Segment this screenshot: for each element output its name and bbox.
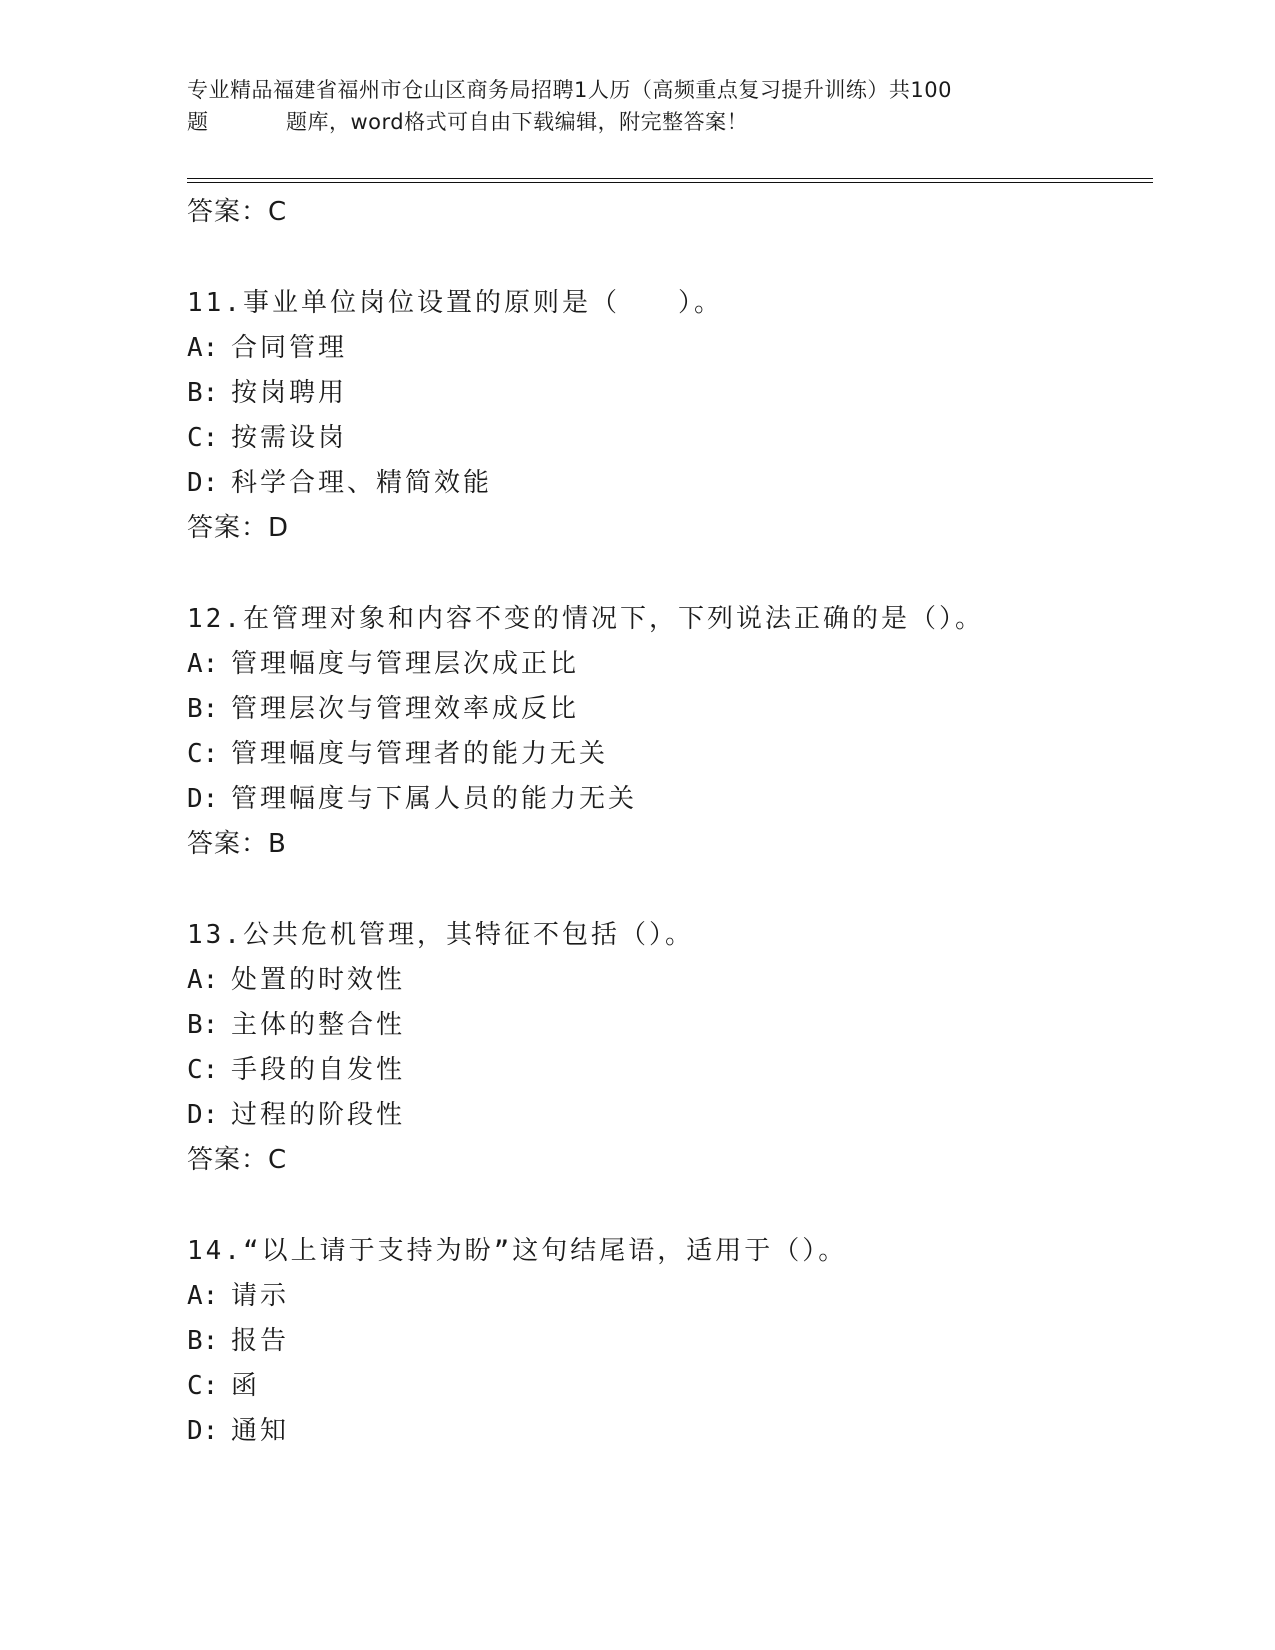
option-b <box>187 1319 1153 1364</box>
answer-value: B <box>268 829 287 859</box>
option-d <box>187 1409 1153 1454</box>
option-a <box>187 958 1153 1003</box>
option-b <box>187 1003 1153 1048</box>
option-b <box>187 371 1153 416</box>
option-text: 科学合理、精简效能 <box>231 468 493 498</box>
option-text: 合同管理 <box>231 333 348 363</box>
option-label: D: <box>187 1416 219 1446</box>
option-text: 管理幅度与下属人员的能力无关 <box>231 784 638 814</box>
option-label: A: <box>187 1281 219 1311</box>
header-line-2-prefix: 题 <box>187 110 209 134</box>
question-text <box>187 913 1153 958</box>
question-stem: 事业单位岗位设置的原则是（ ）。 <box>242 288 723 318</box>
option-label: A: <box>187 333 219 363</box>
option-label: B: <box>187 1326 219 1356</box>
answer-label: 答案： <box>187 513 269 543</box>
option-label: A: <box>187 965 219 995</box>
option-a <box>187 642 1153 687</box>
option-label: B: <box>187 1010 219 1040</box>
header-line-1: 专业精品福建省福州市仓山区商务局招聘1人历（高频重点复习提升训练）共100 <box>187 78 952 102</box>
option-a <box>187 326 1153 371</box>
option-d <box>187 777 1153 822</box>
option-label: C: <box>187 423 219 453</box>
question-text <box>187 281 1153 326</box>
option-text: 请示 <box>231 1281 290 1311</box>
option-text: 处置的时效性 <box>231 965 406 995</box>
answer-line <box>187 822 1153 867</box>
question-number: 14. <box>187 1236 243 1266</box>
question-item <box>187 597 1153 867</box>
option-b <box>187 687 1153 732</box>
option-label: C: <box>187 1371 219 1401</box>
answer-value: D <box>268 513 290 543</box>
option-text: 管理层次与管理效率成反比 <box>231 694 580 724</box>
option-label: C: <box>187 739 219 769</box>
answer-label: 答案： <box>187 197 269 227</box>
answer-line <box>187 1138 1153 1183</box>
answer-label: 答案： <box>187 1145 269 1175</box>
option-text: 手段的自发性 <box>231 1055 406 1085</box>
answer-line <box>187 506 1153 551</box>
option-label: B: <box>187 378 219 408</box>
option-text: 按岗聘用 <box>231 378 348 408</box>
question-stem: 在管理对象和内容不变的情况下，下列说法正确的是（）。 <box>242 604 984 634</box>
option-c <box>187 732 1153 777</box>
option-c <box>187 1364 1153 1409</box>
question-number: 11. <box>187 288 243 318</box>
option-text: 过程的阶段性 <box>231 1100 406 1130</box>
option-label: C: <box>187 1055 219 1085</box>
option-label: D: <box>187 784 219 814</box>
option-d <box>187 1093 1153 1138</box>
document-header <box>187 74 1087 138</box>
option-c <box>187 1048 1153 1093</box>
header-divider-bottom <box>187 182 1153 183</box>
option-text: 按需设岗 <box>231 423 348 453</box>
answer-line <box>187 190 1153 235</box>
question-stem: 公共危机管理，其特征不包括（）。 <box>242 920 694 950</box>
question-text <box>187 597 1153 642</box>
option-label: D: <box>187 468 219 498</box>
question-item <box>187 1229 1153 1454</box>
option-text: 函 <box>231 1371 261 1401</box>
answer-value: C <box>268 197 288 227</box>
question-stem: “以上请于支持为盼”这句结尾语，适用于（）。 <box>242 1236 848 1266</box>
question-list <box>187 190 1153 1454</box>
option-d <box>187 461 1153 506</box>
question-item <box>187 913 1153 1183</box>
option-text: 管理幅度与管理层次成正比 <box>231 649 580 679</box>
option-text: 报告 <box>231 1326 290 1356</box>
answer-value: C <box>268 1145 288 1175</box>
header-line-2 <box>187 106 1087 138</box>
header-line-2-rest: 题库，word格式可自由下载编辑，附完整答案！ <box>286 110 749 134</box>
option-c <box>187 416 1153 461</box>
question-text <box>187 1229 1153 1274</box>
option-label: A: <box>187 649 219 679</box>
question-item <box>187 281 1153 551</box>
option-text: 管理幅度与管理者的能力无关 <box>231 739 609 769</box>
option-label: D: <box>187 1100 219 1130</box>
option-text: 主体的整合性 <box>231 1010 406 1040</box>
answer-label: 答案： <box>187 829 269 859</box>
option-a <box>187 1274 1153 1319</box>
option-label: B: <box>187 694 219 724</box>
question-number: 13. <box>187 920 243 950</box>
option-text: 通知 <box>231 1416 290 1446</box>
question-number: 12. <box>187 604 243 634</box>
header-divider-top <box>187 178 1153 179</box>
